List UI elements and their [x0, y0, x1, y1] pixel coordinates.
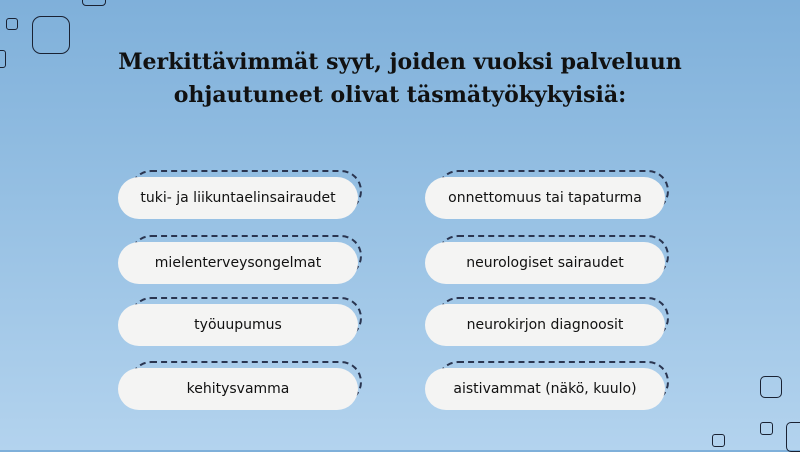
reason-pill-right-4	[425, 368, 665, 410]
reason-pill-left-4	[118, 368, 358, 410]
reason-label: tuki- ja liikuntaelinsairaudet	[118, 177, 358, 219]
reason-pill-left-1	[118, 177, 358, 219]
reason-pill-left-3	[118, 304, 358, 346]
reason-label: neurokirjon diagnoosit	[425, 304, 665, 346]
reason-label: työuupumus	[118, 304, 358, 346]
page-title	[0, 46, 800, 112]
reason-pill-left-2	[118, 242, 358, 284]
reason-label: mielenterveysongelmat	[118, 242, 358, 284]
reason-label: onnettomuus tai tapaturma	[425, 177, 665, 219]
decor-square-5	[760, 376, 782, 398]
title-line-2: ohjautuneet olivat täsmätyökykyisiä:	[173, 82, 627, 108]
reason-pill-right-2	[425, 242, 665, 284]
decor-square-7	[712, 434, 725, 447]
reason-label: neurologiset sairaudet	[425, 242, 665, 284]
decor-square-2	[6, 18, 18, 30]
decor-square-8	[786, 422, 800, 452]
reason-label: kehitysvamma	[118, 368, 358, 410]
reason-pill-right-3	[425, 304, 665, 346]
decor-square-6	[760, 422, 773, 435]
reason-label: aistivammat (näkö, kuulo)	[425, 368, 665, 410]
title-line-1: Merkittävimmät syyt, joiden vuoksi palveluun	[118, 49, 682, 75]
decor-square-3	[82, 0, 106, 6]
reason-pill-right-1	[425, 177, 665, 219]
